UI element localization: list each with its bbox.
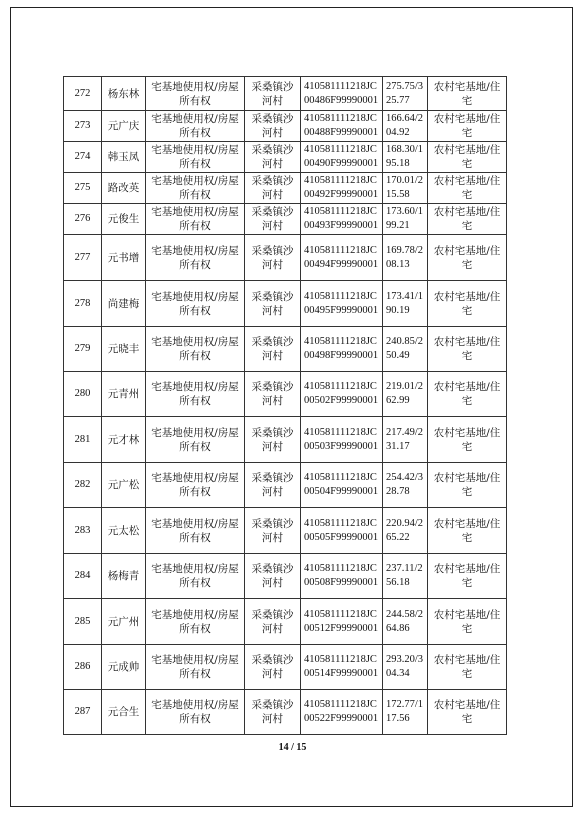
property-code-cell: 410581111218JC00486F99990001	[301, 77, 383, 111]
area-cell: 237.11/256.18	[383, 554, 428, 599]
property-code-cell: 410581111218JC00503F99990001	[301, 417, 383, 463]
location-cell: 采桑镇沙河村	[245, 508, 301, 554]
row-number-cell: 284	[64, 554, 102, 599]
right-type-cell: 宅基地使用权/房屋所有权	[146, 281, 245, 327]
location-cell: 采桑镇沙河村	[245, 204, 301, 235]
location-cell: 采桑镇沙河村	[245, 327, 301, 372]
table-row	[64, 690, 507, 735]
land-use-cell: 农村宅基地/住宅	[428, 690, 507, 735]
right-type-cell: 宅基地使用权/房屋所有权	[146, 508, 245, 554]
row-number-cell: 277	[64, 235, 102, 281]
property-code-cell: 410581111218JC00490F99990001	[301, 142, 383, 173]
owner-name-cell: 元广庆	[102, 111, 146, 142]
area-cell: 166.64/204.92	[383, 111, 428, 142]
land-use-cell: 农村宅基地/住宅	[428, 173, 507, 204]
property-code-cell: 410581111218JC00508F99990001	[301, 554, 383, 599]
area-cell: 220.94/265.22	[383, 508, 428, 554]
property-code-cell: 410581111218JC00492F99990001	[301, 173, 383, 204]
row-number-cell: 283	[64, 508, 102, 554]
property-code-cell: 410581111218JC00494F99990001	[301, 235, 383, 281]
land-use-cell: 农村宅基地/住宅	[428, 281, 507, 327]
property-code-cell: 410581111218JC00514F99990001	[301, 645, 383, 690]
table-row	[64, 235, 507, 281]
land-use-cell: 农村宅基地/住宅	[428, 142, 507, 173]
land-use-cell: 农村宅基地/住宅	[428, 372, 507, 417]
area-cell: 172.77/117.56	[383, 690, 428, 735]
owner-name-cell: 元广松	[102, 463, 146, 508]
page-number: 14 / 15	[278, 742, 307, 753]
right-type-cell: 宅基地使用权/房屋所有权	[146, 372, 245, 417]
area-cell: 244.58/264.86	[383, 599, 428, 645]
land-use-cell: 农村宅基地/住宅	[428, 417, 507, 463]
location-cell: 采桑镇沙河村	[245, 645, 301, 690]
table-row	[64, 463, 507, 508]
table-row	[64, 508, 507, 554]
row-number-cell: 280	[64, 372, 102, 417]
table-row	[64, 554, 507, 599]
row-number-cell: 278	[64, 281, 102, 327]
land-use-cell: 农村宅基地/住宅	[428, 111, 507, 142]
location-cell: 采桑镇沙河村	[245, 463, 301, 508]
area-cell: 219.01/262.99	[383, 372, 428, 417]
table-row	[64, 645, 507, 690]
row-number-cell: 272	[64, 77, 102, 111]
owner-name-cell: 元书增	[102, 235, 146, 281]
row-number-cell: 287	[64, 690, 102, 735]
property-code-cell: 410581111218JC00493F99990001	[301, 204, 383, 235]
right-type-cell: 宅基地使用权/房屋所有权	[146, 111, 245, 142]
table-row	[64, 281, 507, 327]
right-type-cell: 宅基地使用权/房屋所有权	[146, 173, 245, 204]
location-cell: 采桑镇沙河村	[245, 599, 301, 645]
property-code-cell: 410581111218JC00498F99990001	[301, 327, 383, 372]
property-code-cell: 410581111218JC00522F99990001	[301, 690, 383, 735]
table-row	[64, 327, 507, 372]
area-cell: 169.78/208.13	[383, 235, 428, 281]
property-code-cell: 410581111218JC00505F99990001	[301, 508, 383, 554]
row-number-cell: 285	[64, 599, 102, 645]
owner-name-cell: 元合生	[102, 690, 146, 735]
table-row	[64, 204, 507, 235]
land-use-cell: 农村宅基地/住宅	[428, 645, 507, 690]
owner-name-cell: 元青州	[102, 372, 146, 417]
area-cell: 173.60/199.21	[383, 204, 428, 235]
table-row	[64, 417, 507, 463]
owner-name-cell: 韩玉凤	[102, 142, 146, 173]
owner-name-cell: 元广州	[102, 599, 146, 645]
table-row	[64, 173, 507, 204]
owner-name-cell: 尚建梅	[102, 281, 146, 327]
location-cell: 采桑镇沙河村	[245, 173, 301, 204]
property-code-cell: 410581111218JC00504F99990001	[301, 463, 383, 508]
property-code-cell: 410581111218JC00512F99990001	[301, 599, 383, 645]
land-use-cell: 农村宅基地/住宅	[428, 204, 507, 235]
property-code-cell: 410581111218JC00502F99990001	[301, 372, 383, 417]
table-row	[64, 372, 507, 417]
owner-name-cell: 杨东林	[102, 77, 146, 111]
row-number-cell: 274	[64, 142, 102, 173]
right-type-cell: 宅基地使用权/房屋所有权	[146, 645, 245, 690]
row-number-cell: 279	[64, 327, 102, 372]
area-cell: 217.49/231.17	[383, 417, 428, 463]
area-cell: 170.01/215.58	[383, 173, 428, 204]
right-type-cell: 宅基地使用权/房屋所有权	[146, 327, 245, 372]
location-cell: 采桑镇沙河村	[245, 111, 301, 142]
row-number-cell: 281	[64, 417, 102, 463]
property-code-cell: 410581111218JC00488F99990001	[301, 111, 383, 142]
table-row	[64, 111, 507, 142]
property-code-cell: 410581111218JC00495F99990001	[301, 281, 383, 327]
land-use-cell: 农村宅基地/住宅	[428, 327, 507, 372]
table-row	[64, 599, 507, 645]
land-use-cell: 农村宅基地/住宅	[428, 508, 507, 554]
land-use-cell: 农村宅基地/住宅	[428, 77, 507, 111]
row-number-cell: 282	[64, 463, 102, 508]
owner-name-cell: 元成帅	[102, 645, 146, 690]
right-type-cell: 宅基地使用权/房屋所有权	[146, 554, 245, 599]
location-cell: 采桑镇沙河村	[245, 690, 301, 735]
area-cell: 293.20/304.34	[383, 645, 428, 690]
owner-name-cell: 杨梅青	[102, 554, 146, 599]
location-cell: 采桑镇沙河村	[245, 417, 301, 463]
land-use-cell: 农村宅基地/住宅	[428, 463, 507, 508]
location-cell: 采桑镇沙河村	[245, 281, 301, 327]
location-cell: 采桑镇沙河村	[245, 554, 301, 599]
right-type-cell: 宅基地使用权/房屋所有权	[146, 77, 245, 111]
table-row	[64, 142, 507, 173]
right-type-cell: 宅基地使用权/房屋所有权	[146, 463, 245, 508]
land-use-cell: 农村宅基地/住宅	[428, 599, 507, 645]
right-type-cell: 宅基地使用权/房屋所有权	[146, 690, 245, 735]
right-type-cell: 宅基地使用权/房屋所有权	[146, 204, 245, 235]
area-cell: 275.75/325.77	[383, 77, 428, 111]
row-number-cell: 273	[64, 111, 102, 142]
owner-name-cell: 元俊生	[102, 204, 146, 235]
right-type-cell: 宅基地使用权/房屋所有权	[146, 599, 245, 645]
row-number-cell: 276	[64, 204, 102, 235]
table-row	[64, 77, 507, 111]
land-use-cell: 农村宅基地/住宅	[428, 554, 507, 599]
owner-name-cell: 元太松	[102, 508, 146, 554]
owner-name-cell: 元才林	[102, 417, 146, 463]
right-type-cell: 宅基地使用权/房屋所有权	[146, 235, 245, 281]
row-number-cell: 286	[64, 645, 102, 690]
owner-name-cell: 元晓丰	[102, 327, 146, 372]
area-cell: 173.41/190.19	[383, 281, 428, 327]
right-type-cell: 宅基地使用权/房屋所有权	[146, 417, 245, 463]
right-type-cell: 宅基地使用权/房屋所有权	[146, 142, 245, 173]
land-use-cell: 农村宅基地/住宅	[428, 235, 507, 281]
area-cell: 168.30/195.18	[383, 142, 428, 173]
area-cell: 240.85/250.49	[383, 327, 428, 372]
location-cell: 采桑镇沙河村	[245, 372, 301, 417]
location-cell: 采桑镇沙河村	[245, 235, 301, 281]
registry-table	[63, 76, 507, 735]
area-cell: 254.42/328.78	[383, 463, 428, 508]
row-number-cell: 275	[64, 173, 102, 204]
location-cell: 采桑镇沙河村	[245, 77, 301, 111]
owner-name-cell: 路改英	[102, 173, 146, 204]
location-cell: 采桑镇沙河村	[245, 142, 301, 173]
